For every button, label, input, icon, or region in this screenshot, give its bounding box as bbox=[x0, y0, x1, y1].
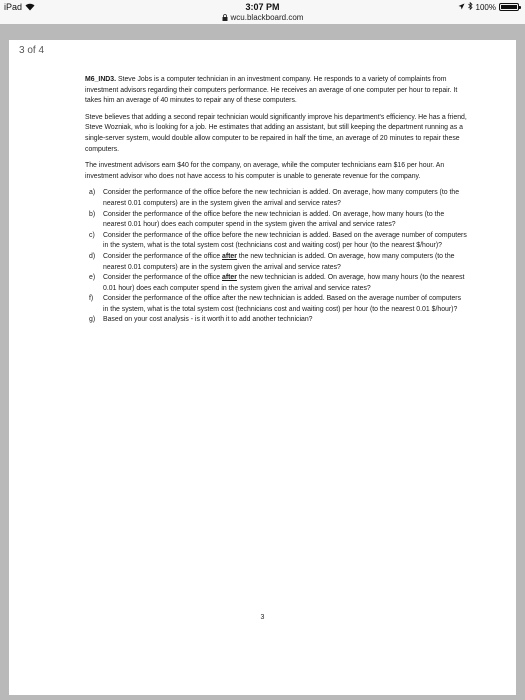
paragraph-3: The investment advisors earn $40 for the company, on average, while the computer technicians earn $16 per hour. An investment advisor who does not have access to his computer is unable to generate revenue for the company. bbox=[85, 162, 445, 180]
question-letter: f) bbox=[89, 295, 94, 303]
question-text bbox=[103, 294, 467, 315]
page-number: 3 bbox=[260, 614, 265, 621]
question-text-part: Consider the performance of the office before the new technician is added. Based on the average number of computers in the system, what is the total system cost (technicians cost and waiting cost) per hour (to the nearest $/hour)? bbox=[103, 231, 467, 250]
question-item bbox=[85, 315, 467, 326]
intro-paragraph bbox=[85, 75, 467, 107]
question-list bbox=[85, 188, 467, 326]
url-text: wcu.blackboard.com bbox=[230, 13, 304, 22]
question-text bbox=[103, 188, 467, 209]
paragraph-2: Steve believes that adding a second repair technician would significantly improve his department's efficiency. He has a friend, Steve Wozniak, who is looking for a job. He estimates that adding an assistant, but still keeping the department running as a single-server system, would double allow computer to be repaired in half the time, an average of 20 minutes to repair these computers. bbox=[85, 113, 467, 153]
document-page[interactable] bbox=[9, 40, 516, 695]
question-letter: b) bbox=[89, 210, 96, 218]
clock: 3:07 PM bbox=[245, 2, 280, 12]
lock-icon bbox=[222, 14, 228, 21]
question-text-part: the new technician is added. On average, how many hours (to the nearest 0.01 hour) does each computer spend in the system given the arrival and service rates? bbox=[103, 274, 465, 292]
battery-percent: 100% bbox=[475, 2, 496, 12]
question-text bbox=[103, 231, 467, 252]
status-bar bbox=[0, 0, 525, 24]
battery-fill bbox=[501, 5, 517, 9]
question-text-part: Consider the performance of the office bbox=[103, 274, 222, 282]
question-text-part: the new technician is added. On average, how many computers (to the nearest 0.01 computers) are in the system given the arrival and service rates? bbox=[103, 252, 455, 271]
question-text bbox=[103, 252, 467, 273]
question-text-part: Based on your cost analysis - is it worth it to add another technician? bbox=[103, 316, 313, 324]
question-text bbox=[103, 273, 467, 294]
question-letter: c) bbox=[89, 231, 95, 239]
question-item bbox=[85, 252, 467, 273]
question-emphasis: after bbox=[222, 274, 237, 282]
intro-text: Steve Jobs is a computer technician in an investment company. He responds to a variety of complaints from investment advisors regarding their computers performance. He receives an average of one computer per hour to repair. It takes him an average of 40 minutes to repair any of these computers. bbox=[85, 76, 458, 105]
question-text-part: Consider the performance of the office before the new technician is added. On average, how many hours (to the nearest 0.01 hour) does each computer spend in the system given the arrival and service rates? bbox=[103, 210, 445, 229]
question-text-part: Consider the performance of the office after the new technician is added. Based on the average number of computers in the system, what is the total system cost (technicians cost and waiting cost) per hour (to the nearest 0.01 $/hour)? bbox=[103, 295, 462, 313]
location-icon bbox=[458, 3, 465, 12]
question-text bbox=[103, 210, 467, 231]
question-item bbox=[85, 273, 467, 294]
status-right bbox=[458, 2, 519, 12]
page-counter: 3 of 4 bbox=[19, 45, 45, 56]
device-label: iPad bbox=[4, 2, 23, 12]
problem-id: M6_IND3. bbox=[85, 76, 117, 83]
question-item bbox=[85, 210, 467, 231]
question-letter: a) bbox=[89, 189, 96, 197]
question-item bbox=[85, 231, 467, 252]
question-text-part: Consider the performance of the office bbox=[103, 252, 222, 260]
question-text bbox=[103, 315, 467, 326]
question-letter: d) bbox=[89, 252, 96, 260]
question-emphasis: after bbox=[222, 252, 237, 260]
document-content bbox=[85, 75, 467, 326]
question-item bbox=[85, 294, 467, 315]
address-bar[interactable] bbox=[0, 13, 525, 22]
battery-icon bbox=[499, 3, 519, 11]
question-item bbox=[85, 188, 467, 209]
question-text-part: Consider the performance of the office before the new technician is added. On average, how many computers (to the nearest 0.01 computers) are in the system given the arrival and service rates? bbox=[103, 189, 460, 207]
question-letter: g) bbox=[89, 316, 96, 324]
question-letter: e) bbox=[89, 274, 96, 282]
bluetooth-icon bbox=[468, 2, 473, 12]
